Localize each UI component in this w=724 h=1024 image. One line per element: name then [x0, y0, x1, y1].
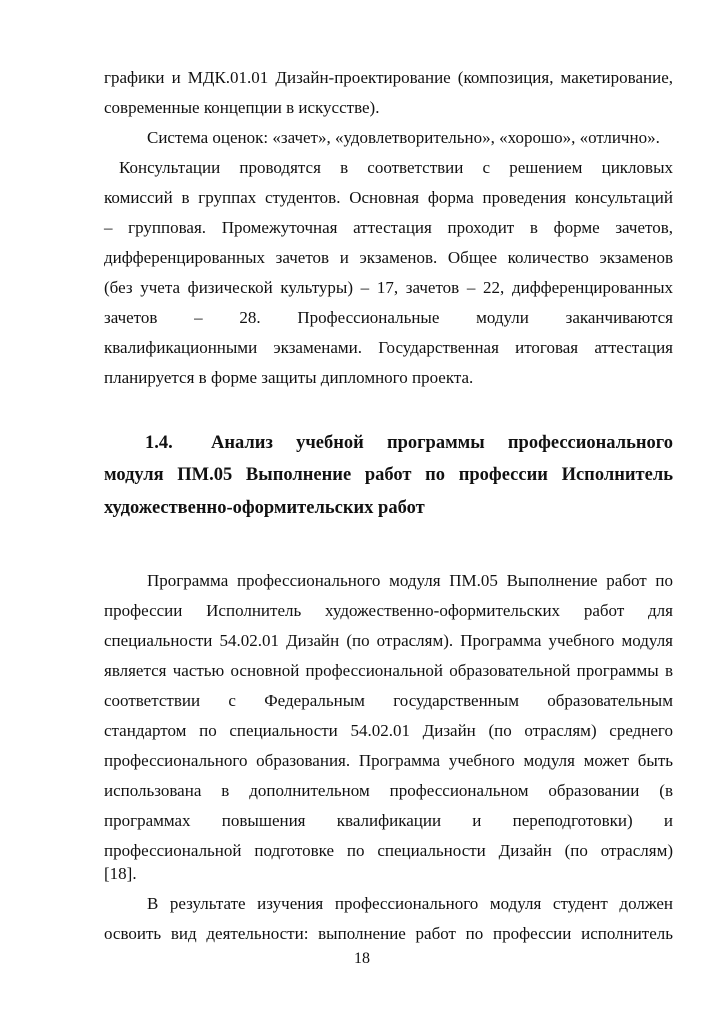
text-line: планируется в форме защиты дипломного проекта. — [104, 368, 474, 387]
text-line: [18]. — [104, 864, 137, 883]
text-line: зачетов – 28. Профессиональные модули заканчиваются — [104, 308, 673, 327]
text-line: стандартом по специальности 54.02.01 Дизайн (по отраслям) среднего — [104, 721, 673, 740]
text-line: В результате изучения профессионального модуля студент должен — [147, 894, 673, 913]
text-line: комиссий в группах студентов. Основная форма проведения консультаций — [104, 188, 673, 207]
text-line: Программа профессионального модуля ПМ.05 Выполнение работ по — [147, 571, 673, 590]
section-heading-line: модуля ПМ.05 Выполнение работ по профессии Исполнитель — [104, 465, 673, 485]
section-heading-line: художественно-оформительских работ — [104, 498, 425, 518]
text-line: современные концепции в искусстве). — [104, 98, 380, 117]
section-heading-line: Анализ учебной программы профессионального — [211, 433, 673, 453]
text-line: графики и МДК.01.01 Дизайн-проектирование (композиция, макетирование, — [104, 68, 673, 87]
text-line: квалификационными экзаменами. Государственная итоговая аттестация — [104, 338, 673, 357]
text-line: освоить вид деятельности: выполнение работ по профессии исполнитель — [104, 924, 673, 943]
text-line: – групповая. Промежуточная аттестация проходит в форме зачетов, — [104, 218, 673, 237]
text-line: профессионального образования. Программа учебного модуля может быть — [104, 751, 673, 770]
text-line: Консультации проводятся в соответствии с решением цикловых — [119, 158, 673, 177]
text-line: соответствии с Федеральным государственным образовательным — [104, 691, 673, 710]
text-line: программах повышения квалификации и переподготовки) и — [104, 811, 673, 830]
text-line: является частью основной профессиональной образовательной программы в — [104, 661, 673, 680]
text-line: Система оценок: «зачет», «удовлетворительно», «хорошо», «отлично». — [147, 128, 660, 147]
text-line: использована в дополнительном профессиональном образовании (в — [104, 781, 673, 800]
text-line: дифференцированных зачетов и экзаменов. Общее количество экзаменов — [104, 248, 673, 267]
text-line: специальности 54.02.01 Дизайн (по отраслям). Программа учебного модуля — [104, 631, 673, 650]
text-line: (без учета физической культуры) – 17, зачетов – 22, дифференцированных — [104, 278, 673, 297]
section-number: 1.4. — [145, 433, 173, 453]
text-line: профессии Исполнитель художественно-оформительских работ для — [104, 601, 673, 620]
page-number: 18 — [354, 950, 370, 967]
text-line: профессиональной подготовке по специальности Дизайн (по отраслям) — [104, 841, 673, 860]
